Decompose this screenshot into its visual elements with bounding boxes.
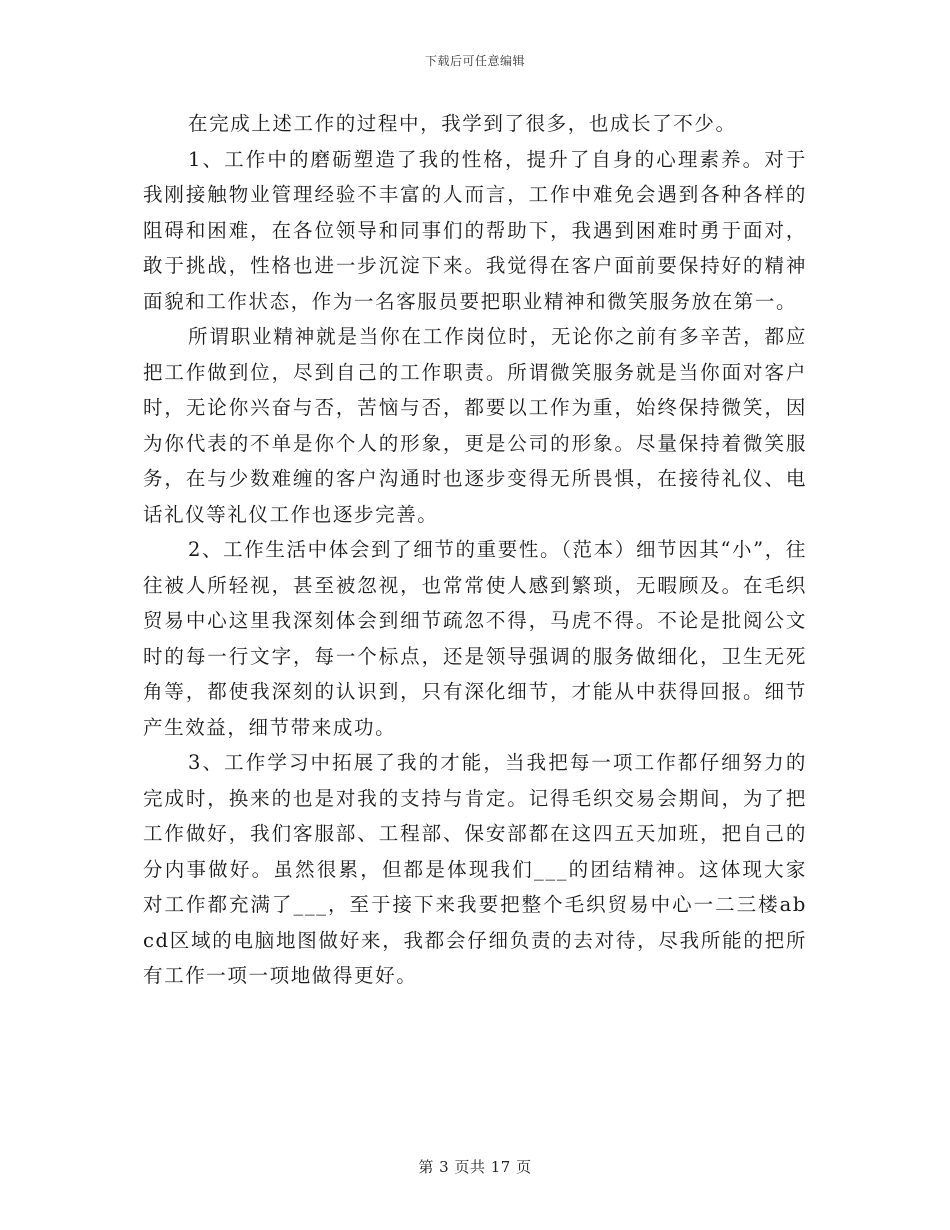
paragraph-point-2: 2、工作生活中体会到了细节的重要性。（范本）细节因其“小”，往往被人所轻视，甚至被忽视，也常常使人感到繁琐，无暇顾及。在毛织贸易中心这里我深刻体会到细节疏忽不得，马虎不得。不论是批阅公文时的每一行文字，每一个标点，还是领导强调的服务做细化，卫生无死角等，都使我深刻的认识到，只有深化细节，才能从中获得回报。细节产生效益，细节带来成功。 — [143, 538, 807, 739]
page-header: 下载后可任意编辑 — [424, 54, 525, 68]
page-number: 第 3 页共 17 页 — [418, 1158, 532, 1176]
paragraph-intro: 在完成上述工作的过程中，我学到了很多，也成长了不少。 — [188, 112, 737, 135]
paragraph-point-1: 1、工作中的磨砺塑造了我的性格，提升了自身的心理素养。对于我刚接触物业管理经验不丰富的人而言，工作中难免会遇到各种各样的阻碍和困难，在各位领导和同事们的帮助下，我遇到困难时勇于面对，敢于挑战，性格也进一步沉淀下来。我觉得在客户面前要保持好的精神面貌和工作状态，作为一名客服员要把职业精神和微笑服务放在第一。 — [143, 147, 807, 313]
document-body — [143, 106, 807, 994]
paragraph-point-3: 3、工作学习中拓展了我的才能，当我把每一项工作都仔细努力的完成时，换来的也是对我的支持与肯定。记得毛织交易会期间，为了把工作做好，我们客服部、工程部、保安部都在这四五天加班，把自己的分内事做好。虽然很累，但都是体现我们___的团结精神。这体现大家对工作都充满了___，至于接下来我要把整个毛织贸易中心一二三楼abcd区域的电脑地图做好来，我都会仔细负责的去对待，尽我所能的把所有工作一项一项地做得更好。 — [143, 751, 807, 987]
paragraph-professional-spirit: 所谓职业精神就是当你在工作岗位时，无论你之前有多辛苦，都应把工作做到位，尽到自己的工作职责。所谓微笑服务就是当你面对客户时，无论你兴奋与否，苦恼与否，都要以工作为重，始终保持微笑，因为你代表的不单是你个人的形象，更是公司的形象。尽量保持着微笑服务，在与少数难缠的客户沟通时也逐步变得无所畏惧，在接待礼仪、电话礼仪等礼仪工作也逐步完善。 — [143, 325, 807, 526]
